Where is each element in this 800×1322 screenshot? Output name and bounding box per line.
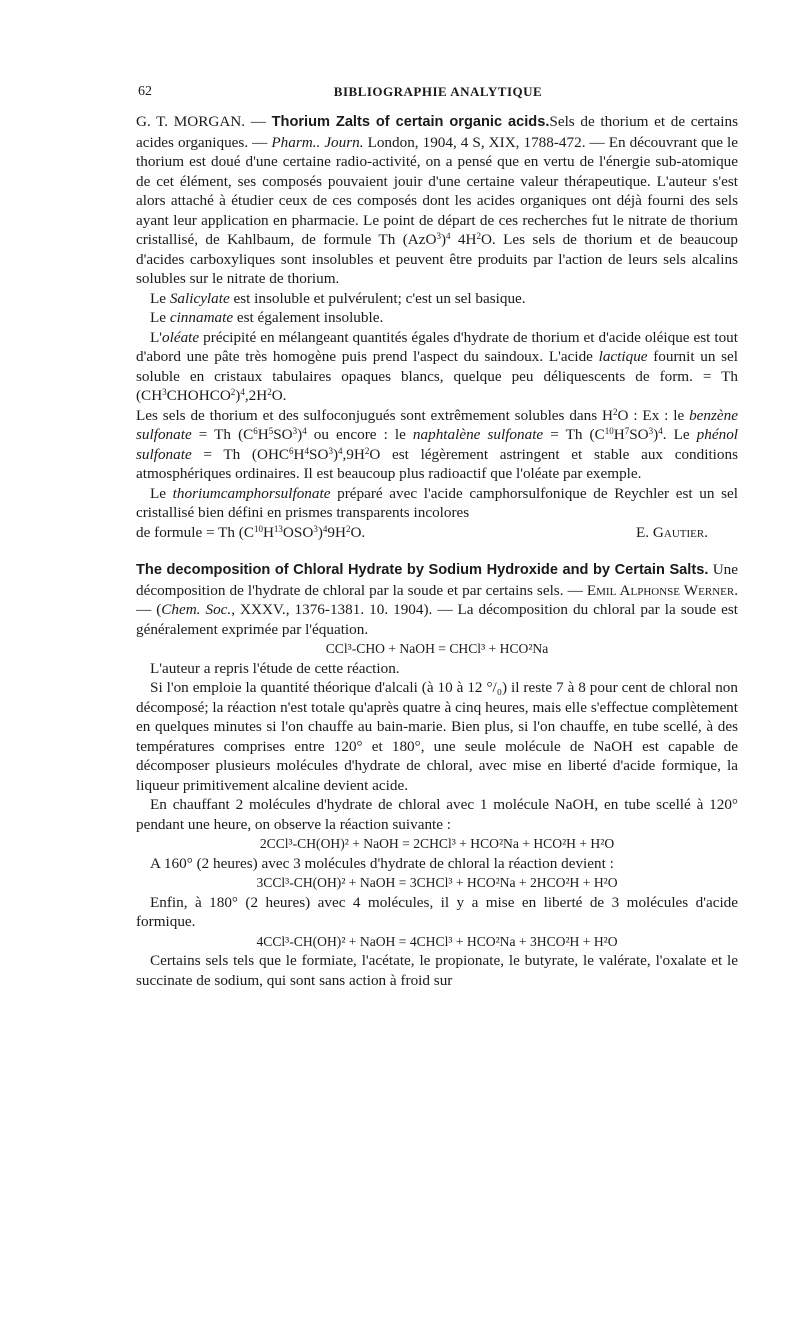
superscript: 2: [364, 445, 370, 456]
superscript: 10: [604, 426, 614, 436]
compound-name: naphtalène sulfonate: [412, 426, 544, 443]
compound-name: cinnamate: [169, 309, 234, 326]
text: O : Ex : le: [617, 406, 690, 424]
formula-part: ,9H: [342, 445, 365, 463]
article1-signature: E. Gautier.: [636, 523, 708, 541]
article2-paragraph-1: [136, 560, 738, 639]
superscript: 6: [289, 445, 294, 456]
article1-author: G. T. MORGAN.: [136, 113, 246, 130]
article1-paragraph-sulfonates: [136, 406, 738, 484]
article2-journal: Chem. Soc.: [161, 601, 232, 618]
article2-paragraph-5: A 160° (2 heures) avec 3 molécules d'hydrate de chloral la réaction devient :: [150, 854, 614, 872]
article1-citation: London, 1904, 4 S, XIX, 1788-472.: [363, 133, 586, 151]
equation-3: 3CCl³-CH(OH)² + NaOH = 3CHCl³ + HCO²Na + 2HCO²H + H²O: [256, 875, 618, 890]
article2-paragraph-3: Si l'on emploie la quantité théorique d'alcali (à 10 à 12 °/₀) il reste 7 à 8 pour cent de chloral non décomposé; la réaction n'est totale qu'après quatre à cinq heures, mais elle s'effectue complètement en quelques minutes si l'on chauffe au bain-marie. Bien plus, si l'on chauffe, en tube scellé, à des températures comprises entre 120° et 180°, une seule molécule de NaOH est capable de décomposer plusieurs molécules d'hydrate de chloral, avec mise en liberté d'acide formique, la liqueur primitivement alcaline devient acide.: [136, 679, 738, 794]
compound-name: thoriumcamphorsulfonate: [172, 484, 331, 502]
article1-title-fr: Sels de thorium et de certains acides organiques.: [136, 113, 738, 151]
compound-name: benzène sulfonate: [136, 406, 738, 443]
text: Le: [150, 484, 173, 502]
formula-part: ): [235, 387, 241, 404]
superscript: 5: [268, 426, 274, 436]
article2-paragraph-6: Enfin, à 180° (2 heures) avec 4 molécules, il y a mise en liberté de 3 molécules d'acide formique.: [136, 893, 738, 930]
formula-part: O.: [350, 523, 366, 541]
equation-1: CCl³-CHO + NaOH = CHCl³ + HCO²Na: [325, 641, 549, 656]
article2-paragraph-4: En chauffant 2 molécules d'hydrate de chloral avec 1 molécule NaOH, en tube scellé à 120° pendant une heure, on observe la réaction suivante :: [136, 796, 738, 833]
formula-part: ): [653, 426, 659, 443]
article2-paragraph-7: Certains sels tels que le formiate, l'acétate, le propionate, le butyrate, le valérate, l'oxalate et le succinate de sodium, qui sont sans action à froid sur: [136, 952, 738, 989]
superscript: 2: [345, 523, 351, 534]
superscript: 3: [292, 426, 298, 436]
superscript: 4: [322, 523, 328, 534]
text: . Le: [662, 426, 697, 443]
article2-author: Emil Alphonse Werner: [586, 581, 735, 599]
superscript: 2: [267, 387, 272, 397]
formula-part: de formule = Th (C: [136, 523, 254, 541]
article1-formula-signature-line: [136, 523, 738, 543]
dash: —: [248, 133, 272, 151]
formula-part: H: [293, 445, 305, 463]
formula-part: ): [332, 445, 338, 463]
formula-part: ,2H: [244, 387, 268, 404]
article1-abstract-intro: — En découvrant que le thorium est doué d'une certaine radio-activité, on a pensé que en vertu de l'énergie sub-atomique de cet élément, ses composés pouvaient jouir d'une certaine valeur thérapeutique. L'auteur s'est alors attaché à étudier ceux de ces composés dont les acides organiques ont déjà fourni des sels ayant leur application en pharmacie. Le point de départ de ces recherches fut le nitrate de thorium cristallisé, de Kahlbaum, de formule Th (AzO: [136, 133, 738, 248]
formula-part: ): [297, 426, 303, 443]
running-head: [138, 84, 738, 108]
formula-part: O.: [271, 387, 287, 404]
text: fournit un sel soluble en cristaux tabulaires opaques blancs, quelque peu déliquescents de form. = Th (CH: [136, 348, 738, 404]
article1-paragraph-cinnamate: [136, 308, 738, 328]
superscript: 4: [338, 445, 343, 456]
compound-name: oléate: [162, 328, 200, 346]
formula-part: ): [440, 231, 446, 248]
dash: —: [245, 113, 272, 130]
superscript: 4: [304, 445, 310, 456]
formula-part: SO: [309, 445, 329, 463]
formula-part: H: [257, 426, 269, 443]
equation-2: 2CCl³-CH(OH)² + NaOH = 2CHCl³ + HCO²Na + HCO²H + H²O: [259, 836, 615, 851]
superscript: 4: [658, 426, 663, 436]
running-title: BIBLIOGRAPHIE ANALYTIQUE: [333, 84, 543, 99]
article1-paragraph-oleate: [136, 328, 738, 406]
article1-abstract-cont: O. Les sels de thorium et de beaucoup d'acides carboxyliques sont insolubles et peuvent être produits par l'action de leurs sels alcalins solubles sur le nitrate de thorium.: [136, 231, 739, 287]
superscript: 2: [230, 387, 236, 397]
formula-part: = Th (OHC: [191, 445, 290, 463]
article1-paragraph-1: [136, 112, 738, 289]
text: est insoluble et pulvérulent; c'est un sel basique.: [229, 289, 526, 307]
formula-part: = Th (C: [191, 426, 254, 443]
superscript: 4: [302, 426, 307, 436]
superscript: 2: [613, 406, 618, 417]
text: L': [150, 328, 163, 346]
superscript: 10: [253, 523, 263, 534]
text: . — (: [136, 581, 738, 618]
text: préparé avec l'acide camphorsulfonique de Reychler est un sel cristallisé bien défini en prismes transparents incolores: [136, 484, 738, 521]
article2-title: The decomposition of Chloral Hydrate by Sodium Hydroxide and by Certain Salts.: [136, 562, 709, 578]
superscript: 13: [273, 523, 283, 534]
formula-part: OSO: [282, 523, 314, 541]
superscript: 6: [253, 426, 258, 436]
formula-part: CHOHCO: [166, 387, 231, 404]
text: Le: [150, 289, 170, 307]
article1-title: Thorium Zalts of certain organic acids.: [271, 114, 550, 130]
formula-part: 4H: [450, 231, 477, 248]
text: précipité en mélangeant quantités égales d'hydrate de thorium et d'acide oléique est tout d'abord une pâte très homogène puis prend l'aspect du saindoux. L'acide: [136, 328, 738, 365]
superscript: 4: [446, 231, 451, 241]
text: Le: [150, 309, 170, 326]
compound-name: Salicylate: [169, 289, 230, 307]
formula-part: SO: [273, 426, 293, 443]
page-body: [136, 112, 738, 990]
formula-part: H: [262, 523, 274, 541]
article1-paragraph-camphorsulfonate: [136, 484, 738, 523]
formula-part: 9H: [327, 523, 346, 541]
text: Les sels de thorium et des sulfoconjugués sont extrêmement solubles dans H: [136, 406, 613, 424]
text: est également insoluble.: [233, 309, 384, 326]
article2-paragraph-2: L'auteur a repris l'étude de cette réaction.: [150, 659, 400, 677]
compound-name: phénol sulfonate: [136, 426, 739, 463]
superscript: 3: [162, 387, 167, 397]
superscript: 3: [648, 426, 654, 436]
superscript: 3: [328, 445, 333, 456]
article1-final-formula: [136, 523, 365, 543]
text: ou encore : le: [306, 426, 413, 443]
article1-journal: Pharm.. Journ.: [271, 133, 364, 151]
superscript: 3: [313, 523, 318, 534]
page-number: 62: [138, 84, 152, 99]
superscript: 7: [624, 426, 630, 436]
superscript: 2: [476, 231, 481, 241]
formula-part: SO: [629, 426, 649, 443]
article1-paragraph-salicylate: [136, 289, 738, 309]
compound-name: lactique: [598, 348, 648, 365]
article2-title-fr: Une décomposition de l'hydrate de chloral par la soude et par certains sels. —: [136, 561, 738, 599]
superscript: 3: [436, 231, 441, 241]
formula-part: = Th (C: [543, 426, 605, 443]
equation-4: 4CCl³-CH(OH)² + NaOH = 4CHCl³ + HCO²Na + 3HCO²H + H²O: [256, 933, 618, 949]
formula-part: H: [613, 426, 625, 443]
superscript: 4: [240, 387, 245, 397]
formula-part: ): [317, 523, 323, 541]
text: O est légèrement astringent et stable aux conditions atmosphériques ordinaires. Il est beaucoup plus radioactif que l'oléate par exemple.: [136, 445, 738, 482]
text: , XXXV., 1376-1381. 10. 1904). — La décomposition du chloral par la soude est généralement exprimée par l'équation.: [136, 601, 738, 638]
